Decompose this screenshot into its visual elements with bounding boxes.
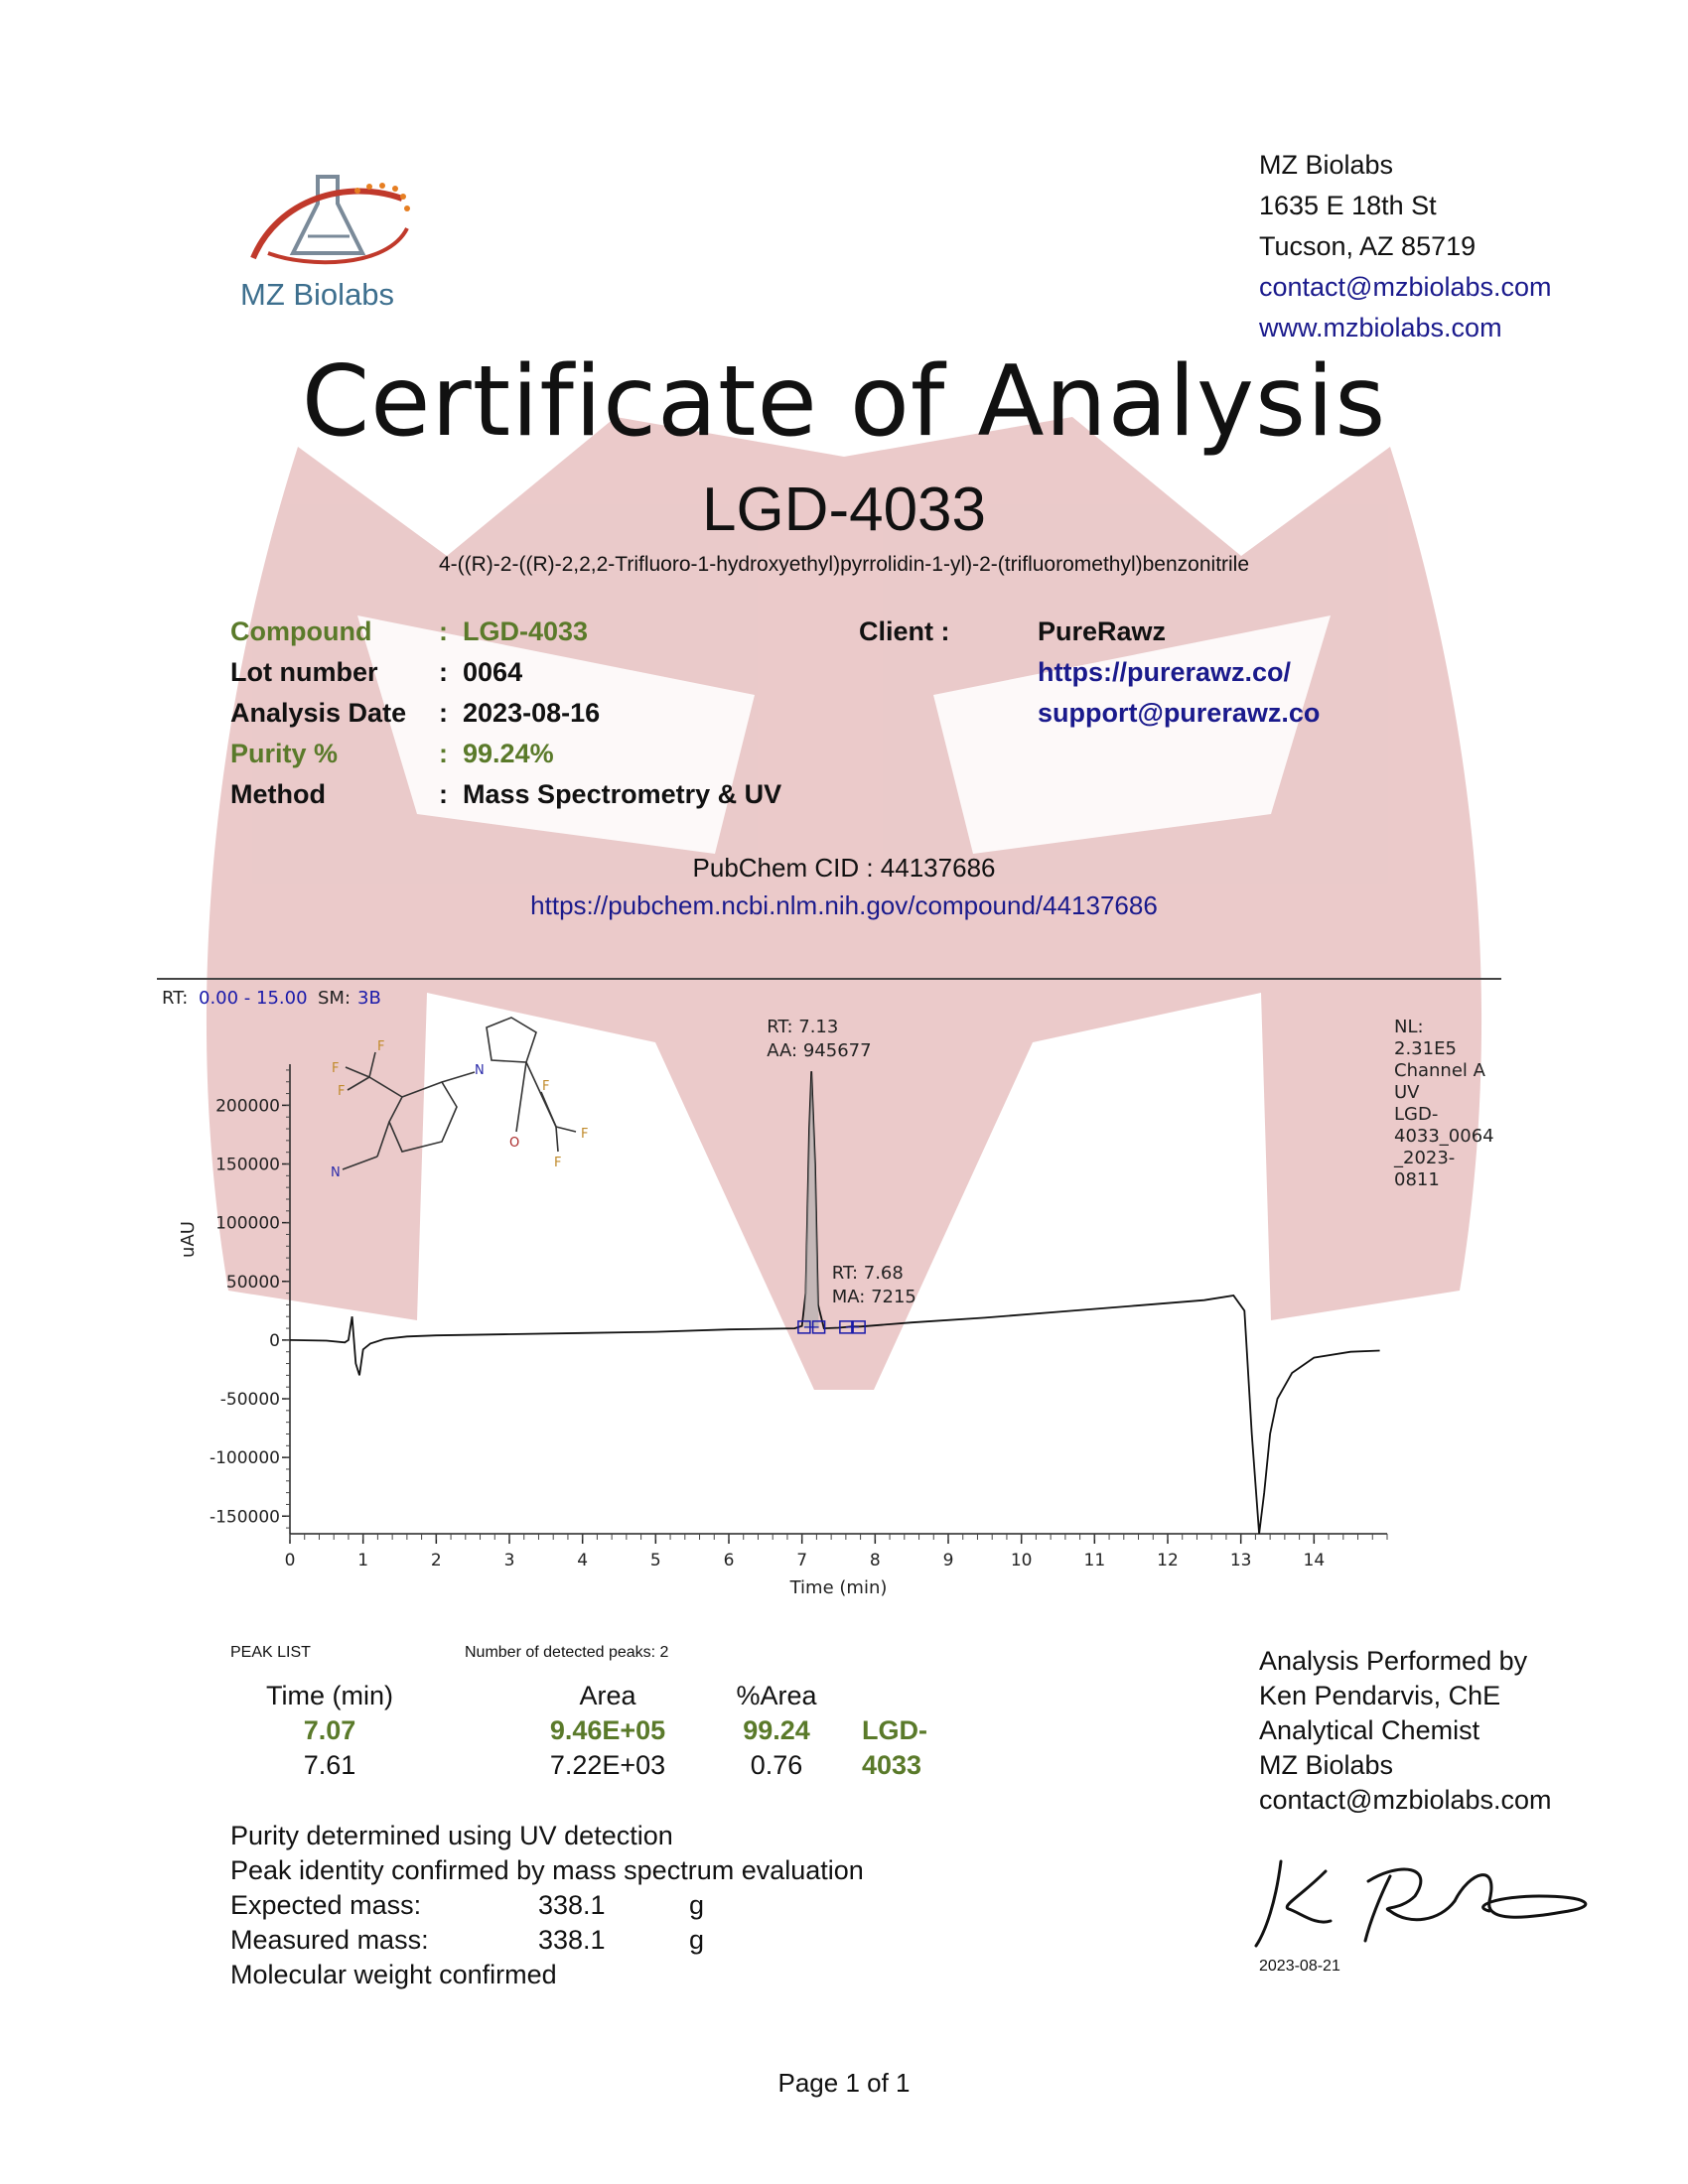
- peak-header-time: Time (min): [266, 1681, 393, 1710]
- peak-table: [230, 1679, 985, 1788]
- detail-label-purity: Purity %: [230, 739, 339, 768]
- y-tick-label: -150000: [209, 1507, 280, 1528]
- x-tick-label: 11: [1083, 1551, 1106, 1570]
- x-tick-label: 8: [869, 1551, 881, 1570]
- svg-text:F: F: [542, 1079, 550, 1094]
- peak-annotation-area: AA: 945677: [767, 1040, 872, 1061]
- lab-website-link[interactable]: www.mzbiolabs.com: [1259, 313, 1502, 342]
- x-tick-label: 9: [942, 1551, 954, 1570]
- chart-info-line: LGD-: [1394, 1104, 1439, 1125]
- signoff-date: 2023-08-21: [1259, 1958, 1340, 1975]
- peak-row-pct: 0.76: [750, 1750, 803, 1780]
- chart-info-line: 0811: [1394, 1169, 1440, 1190]
- y-tick-label: 50000: [225, 1272, 280, 1293]
- client-email-link[interactable]: support@purerawz.co: [1038, 698, 1321, 728]
- chart-sm-label: SM:: [318, 988, 352, 1009]
- peak-row-pct: 99.24: [743, 1715, 810, 1745]
- y-tick-label: 150000: [215, 1155, 280, 1175]
- page-title: Certificate of Analysis: [301, 345, 1387, 459]
- y-tick-label: 0: [269, 1330, 280, 1351]
- svg-text:F: F: [338, 1084, 346, 1099]
- peak-row-area: 7.22E+03: [549, 1750, 666, 1780]
- x-tick-label: 14: [1303, 1551, 1326, 1570]
- x-tick-label: 3: [503, 1551, 515, 1570]
- svg-text:O: O: [509, 1136, 520, 1151]
- detail-label-date: Analysis Date: [230, 698, 407, 728]
- compound-heading: LGD-4033: [701, 476, 987, 544]
- peak-row-time: 7.61: [303, 1750, 356, 1780]
- svg-text:F: F: [581, 1127, 589, 1142]
- note-mw: Molecular weight confirmed: [230, 1960, 557, 1989]
- chart-sm-value: 3B: [357, 988, 381, 1009]
- detail-value-purity: 99.24%: [463, 739, 554, 768]
- signoff-performed-by: Analysis Performed by: [1259, 1646, 1528, 1676]
- x-tick-label: 1: [357, 1551, 369, 1570]
- client-name: PureRawz: [1038, 616, 1167, 646]
- peak-header-area: Area: [579, 1681, 636, 1710]
- detail-sep: :: [439, 779, 448, 809]
- detail-sep: :: [439, 657, 448, 687]
- detail-sep: :: [439, 698, 448, 728]
- peak-header-pct: %Area: [736, 1681, 817, 1710]
- lab-name: MZ Biolabs: [1259, 150, 1394, 180]
- x-tick-label: 10: [1010, 1551, 1033, 1570]
- signoff-name: Ken Pendarvis, ChE: [1259, 1681, 1501, 1710]
- chart-info-line: 4033_0064: [1394, 1126, 1494, 1147]
- peak-row-time: 7.07: [303, 1715, 356, 1745]
- lab-street: 1635 E 18th St: [1259, 191, 1437, 220]
- chart-info-line: _2023-: [1394, 1148, 1456, 1168]
- chart-info-line: NL:: [1394, 1017, 1424, 1037]
- x-tick-label: 12: [1157, 1551, 1179, 1570]
- x-tick-label: 6: [723, 1551, 735, 1570]
- chart-info-line: Channel A: [1394, 1060, 1485, 1081]
- pubchem-cid: PubChem CID : 44137686: [692, 853, 996, 883]
- note-ms: Peak identity confirmed by mass spectrum evaluation: [230, 1855, 864, 1885]
- chart-rt-label: RT:: [162, 988, 189, 1009]
- measured-mass-value: 338.1: [538, 1925, 606, 1955]
- expected-mass-label: Expected mass:: [230, 1890, 422, 1920]
- detail-label-lot: Lot number: [230, 657, 378, 687]
- lab-email-link[interactable]: contact@mzbiolabs.com: [1259, 272, 1552, 302]
- x-tick-label: 2: [430, 1551, 442, 1570]
- y-axis-label: uAU: [178, 1221, 199, 1258]
- signature-image: [1241, 1842, 1618, 1961]
- client-label: Client :: [859, 616, 950, 646]
- x-tick-label: 4: [577, 1551, 589, 1570]
- signoff-block: [1259, 1644, 1552, 1818]
- measured-mass-label: Measured mass:: [230, 1925, 429, 1955]
- x-tick-label: 13: [1229, 1551, 1252, 1570]
- detail-label-method: Method: [230, 779, 326, 809]
- client-url-link[interactable]: https://purerawz.co/: [1038, 657, 1292, 687]
- peak-row-name: LGD-4033: [862, 1715, 927, 1780]
- svg-text:F: F: [554, 1156, 562, 1170]
- x-tick-label: 0: [284, 1551, 296, 1570]
- page-footer: Page 1 of 1: [777, 2068, 911, 2098]
- logo-text: MZ Biolabs: [240, 277, 395, 312]
- svg-text:N: N: [331, 1165, 341, 1180]
- expected-mass-value: 338.1: [538, 1890, 606, 1920]
- measured-mass-unit: g: [689, 1925, 705, 1955]
- y-tick-label: -50000: [219, 1390, 280, 1411]
- peak-list-title: PEAK LIST: [230, 1644, 311, 1661]
- detail-value-date: 2023-08-16: [463, 698, 601, 728]
- peak-count: Number of detected peaks: 2: [465, 1644, 669, 1661]
- detail-sep: :: [439, 739, 448, 768]
- signoff-org: MZ Biolabs: [1259, 1750, 1394, 1780]
- y-tick-label: 200000: [215, 1096, 280, 1117]
- y-tick-label: 100000: [215, 1213, 280, 1234]
- pubchem-link[interactable]: https://pubchem.ncbi.nlm.nih.gov/compound/44137686: [530, 890, 1158, 920]
- chart-rt-range: 0.00 - 15.00: [199, 988, 308, 1009]
- lab-city: Tucson, AZ 85719: [1259, 231, 1477, 261]
- detail-value-lot: 0064: [463, 657, 523, 687]
- detail-value-compound: LGD-4033: [463, 616, 589, 646]
- signoff-role: Analytical Chemist: [1259, 1715, 1480, 1745]
- peak-annotation-rt: RT: 7.68: [831, 1263, 904, 1284]
- analysis-notes: [230, 1819, 925, 1992]
- x-tick-label: 7: [796, 1551, 808, 1570]
- expected-mass-unit: g: [689, 1890, 705, 1920]
- signoff-email: contact@mzbiolabs.com: [1259, 1785, 1552, 1815]
- svg-text:N: N: [475, 1063, 485, 1078]
- detail-sep: :: [439, 616, 448, 646]
- svg-text:F: F: [377, 1039, 385, 1054]
- x-axis-label: Time (min): [789, 1577, 888, 1598]
- iupac-name: 4-((R)-2-((R)-2,2,2-Trifluoro-1-hydroxyethyl)pyrrolidin-1-yl)-2-(trifluoromethyl)benzonitrile: [438, 553, 1250, 576]
- x-tick-label: 5: [649, 1551, 661, 1570]
- svg-text:F: F: [332, 1061, 340, 1076]
- chart-info-line: 2.31E5: [1394, 1038, 1457, 1059]
- note-uv: Purity determined using UV detection: [230, 1821, 673, 1850]
- y-tick-label: -100000: [209, 1448, 280, 1469]
- peak-row-area: 9.46E+05: [549, 1715, 666, 1745]
- detail-value-method: Mass Spectrometry & UV: [463, 779, 782, 809]
- peak-annotation-rt: RT: 7.13: [767, 1017, 839, 1037]
- detail-label-compound: Compound: [230, 616, 372, 646]
- peak-annotation-area: MA: 7215: [831, 1287, 916, 1307]
- chart-info-line: UV: [1394, 1082, 1420, 1103]
